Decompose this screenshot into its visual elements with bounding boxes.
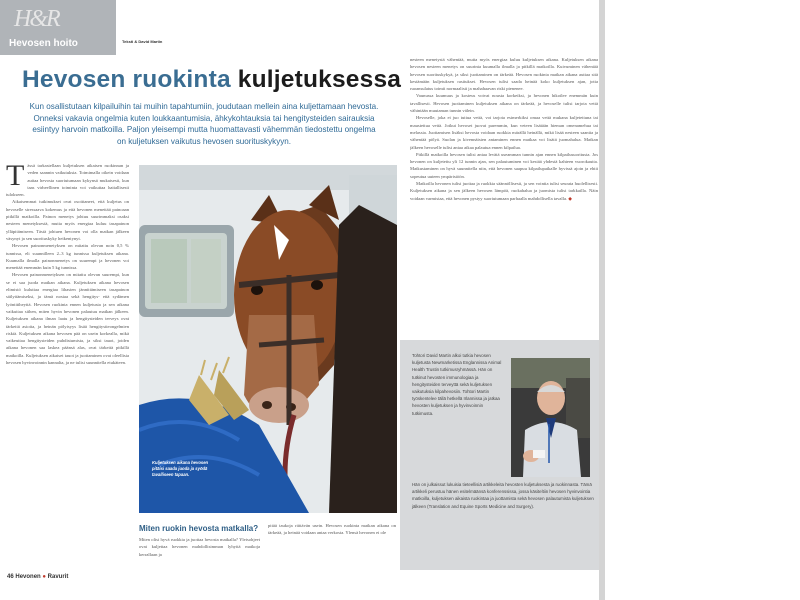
author-portrait — [511, 358, 590, 477]
text-column-b: Miten olisi hyvä ruokkia ja juottaa hevosta matkalla? Yleisohjeet ovat kuljettaa hevonen mahdollisimman lyhyitä matkoja kerrallaan ja — [139, 537, 260, 557]
paragraph: Aikaisemmat tutkimukset ovat osoittaneet, että kuljetus on hevoselle stressaava kokemus ja että hevonen menettää painoaan pitkillä matkoilla. Painon menetys johtuu suurimmaksi osaksi nesteen menetyksestä, mutta myös energiaa kuluu tasapainon ylläpitämiseen. Tästä johtuen hevonen voi olla matkan jälkeen väsynyt ja sen suorituskyky heikentynyt. — [6, 199, 129, 241]
separator-dot-icon: ● — [42, 574, 46, 580]
paragraph: Hevoselle, joka ei juo tuttua vettä, voi tarjota esimerkiksi omaa vettä mukana kuljetettuna tai maustettua vettä. Jotkut hevoset juovat paremmin, kun veteen lisätään hieman omenamehua tai melassia. Juottamisen lisäksi hevosta voidaan ruokkia märällä heinällä, mikä lisää nesteen saantia ja vähentää pölyä. Suolan ja kivennäisten antaminen ennen matkaa voi lisätä juomahalua. Matkan jälkeen hevoselle tulisi antaa aikaa palautua ennen kilpailua. — [410, 115, 598, 150]
page-footer — [7, 574, 68, 580]
paragraph: Hevosen painonmenetyksen on mitattu olevan suurempi, kun se ei saa juoda matkan aikana. Kuljetuksen aikana hevosen elimistö kuluttaa energiaa lihasten jännittämiseen tasapainon säilyttämiseksi, ja tämä nostaa sekä hengitys- että sydämen lyöntitiheyttä. Hevosen ruokinta ennen kuljetusta ja sen aikana vaikuttaa siihen, miten hyvin hevonen palautuu matkan jälkeen. Kuljetuksen aikana ilman laatu ja hengitysteiden terveys ovat tärkeitä asioita, ja heinän pölyisyys lisää hengitystieongelmien riskiä. Kuljetuksen aikana hevosen pää on usein korkealla, mikä vaikeuttaa hengitysteiden puhdistumista, ja siksi tauot, joiden aikana hevonen saa laskea päänsä alas, ovat tärkeitä pitkillä matkoilla. Kuljetuksen aikaiset tauot ja juottaminen ovat oleellisia hevosen hyvinvoinnin kannalta, ja ne tulisi suunnitella etukäteen. — [6, 272, 129, 366]
text-column-d — [410, 56, 598, 330]
right-page-edge — [605, 0, 800, 600]
section-label: Hevosen hoito — [9, 38, 78, 49]
paragraph: nesteen menetystä vähentää, mutta myös energiaa kuluu kuljetuksen aikana. Kuljetuksen aikana hevosen nesteen menetys on suurinta kuumalla ilmalla ja pitkillä matkoilla. Kuivuminen vähentää hevosen suorituskykyä, ja siksi juottaminen on tärkeää. Hevosen ruokinta matkan aikana auttaa sitä kestämään kuljetuksen rasitukset. Hevosen tulisi saada heinää koko kuljetuksen ajan, jotta ruoansulatus toimii normaalisti ja mahahaavan riski pienenee. — [410, 57, 598, 92]
author-line: Teksti & David Martin — [122, 39, 163, 44]
publication-name: Hevonen — [15, 574, 41, 580]
end-mark-icon: ◆ — [568, 195, 572, 201]
text-column-c: pitää taukoja riittävän usein. Hevosen ruokinta matkan aikana on tärkeää, ja heinää voidaan antaa verkosta. Ylensä hevonen ei ole — [268, 523, 396, 536]
paragraph: Pitkillä matkoilla hevosen tulisi antaa levätä useamman tunnin ajan ennen kilpailusuoritusta. Jos hevonen on kuljetettu yli 12 tunnin ajan, sen palautuminen voi kestää yhdestä kahteen vuorokautta. Matkustaminen on hyvä suunnitella niin, että hevonen saapuu kilpailupaikalle hyvissä ajoin ja ehtii sopeutua uuteen ympäristöön. — [410, 151, 598, 179]
publication-section: Ravurit — [47, 574, 69, 580]
article-title — [22, 66, 401, 94]
magazine-logo: H&R — [14, 6, 59, 32]
paragraph: Hevosen painonmenetyksen on mitattu olevan noin 0,5 % tunnissa, eli suunnilleen 2–3 kg tunnissa kuljetuksen aikana. Kuumalla ilmalla painonmenetys on suurempi ja hevonen voi menettää enemmän kuin 5 kg tunnissa. — [6, 243, 129, 271]
title-part1: Hevosen ruokinta — [22, 66, 238, 93]
text-column-a — [6, 162, 129, 569]
author-bio: Tohtori David Martin alkoi tutkia hevosen kuljetusta Newmarketissa Englannissa Animal Health Trustin tutkimusryhmässä. Hän on tutkinut hevosten immunologiaa ja hengitysteiden terveyttä sekä kuljetuksen vaikutuksia kilpahevosiin. Tohtori Martin työskentelee tällä hetkellä Irlannissa ja jatkaa hevosten kuljetuksen ja hyvinvoinnin tutkimusta. — [412, 353, 502, 416]
drop-cap: T — [6, 162, 25, 192]
paragraph — [410, 180, 598, 202]
paragraph: Vaunussa kuumuus ja kosteus voivat nousta korkeiksi, ja hevonen hikoilee enemmän kuin tavallisesti. Hevosen juottaminen kuljetuksen aikana on tärkeää, ja hevoselle tulisi tarjota vettä vähintään muutaman tunnin välein. — [410, 93, 598, 114]
portrait-illustration — [511, 358, 590, 477]
title-part2: kuljetuksessa — [237, 66, 402, 93]
photo-caption: Kuljetuksen aikana hevosen pitäisi saada juoda ja syödä tavalliseen tapaan. — [152, 460, 209, 477]
paragraph: ässä tarkastellaan kuljetuksen aikaisen ruokinnan ja veden saannin vaikutuksia. Toimimalla oikein voidaan auttaa hevosta suoriutumaan kykynsä mukaisesti, kun taas virheellinen toiminta voi vaikuttaa haitallisesti tulokseen. — [6, 163, 129, 198]
subheading: Miten ruokin hevosta matkalla? — [139, 524, 259, 533]
section-tab — [0, 0, 116, 55]
page-number: 46 — [7, 574, 14, 580]
lead-paragraph: Kun osallistutaan kilpailuihin tai muihin tapahtumiin, joudutaan mellein aina kuljettamaan hevosta. Onneksi vakavia ongelmia kuten loukkaantumisia, ähkykohtauksia tai hengitysteiden sairauksia esiintyy harvoin matkoilla. Paljon yleisempi mutta huomattavasti vähemmän tiedostettu ongelma on kuljetuksen vaikutus hevosen suorituskykyyn. — [29, 102, 379, 146]
paragraph-text: Matkoilla hevonen tulisi juottaa ja ruokkia säännöllisesti, ja sen vointia tulisi seurata huolellisesti. Kuljetuksen aikana ja sen jälkeen hevosen lämpöä, ruokahalua ja juomista tulisi tarkkailla. Näin voidaan varmistaa, että hevonen pystyy suoriutumaan parhaalla mahdollisella tavalla. — [410, 181, 598, 201]
author-bio-extra: Hän on julkaissut lukuisia tieteellisiä artikkeleita hevosten kuljetuksesta ja ruokinnasta. Tämä artikkeli perustuu hänen esitelmäänsä konferenssissa, jossa käsiteltiin hevosen hyvinvointia matkoilla, kuljetuksen aikaista ruokintaa ja juottamista sekä hevosen palautumista kuljetuksen jälkeen (Translation and Equine Sports Medicine and Surgery). — [412, 482, 594, 509]
